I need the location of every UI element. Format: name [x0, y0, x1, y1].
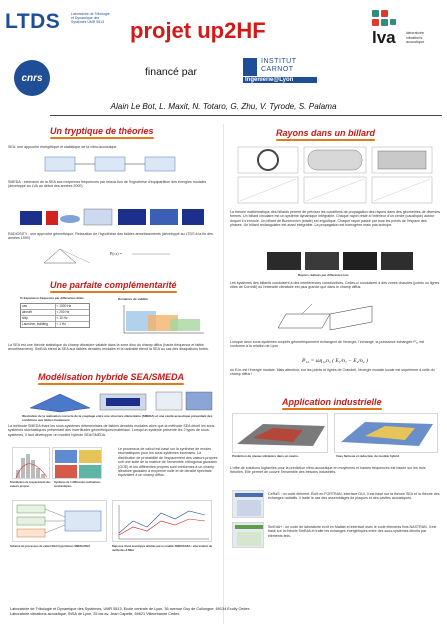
- complementarity-table: [20, 297, 90, 339]
- section-title-industrielle: Application industrielle: [282, 397, 382, 407]
- ltds-name: LTDS: [5, 10, 61, 33]
- ceras-screenshot: [232, 490, 264, 518]
- response-plot: [113, 501, 213, 543]
- caption-synthesis: Synthèse de 4 différentes réalisations stochastiques: [54, 481, 101, 488]
- industrial-text-1: L'offre de solutions logicielles pour la prédiction vibro-acoustique en moyennes et hautes fréquences est basée sur les trois théories. Elle permet de couvrir l'ensemble des besoins industriels.: [230, 466, 426, 475]
- hybrid-text-2: Le processus de calcul est basé sur la synthèse de modes stochastiques pour les sous-systèmes incertains. La distribution de probabilité de l'espacement des valeurs propres suit une suite de la matrice de l'ensemble orthogonal gaussien (GOE) et les différentes propres sont conformes à un champ aléatoire gaussien à moyenne nulle et de densité spectrale équivalent à un champ diffus.: [118, 447, 218, 478]
- process-diagram: [12, 500, 107, 542]
- response-chart: [112, 500, 212, 542]
- caption-hybrid-model: Vues fâcheux et réduction du modèle hybrid: [336, 454, 400, 458]
- table-body: [20, 303, 90, 328]
- table-cell: Launcher, building: [22, 321, 48, 326]
- lva-name: lva: [372, 28, 396, 47]
- eigenvalue-spacing-chart: [12, 447, 50, 479]
- validity-title: Domaines de validité: [118, 297, 148, 301]
- sea-blocks-figure: [30, 153, 190, 177]
- radiosity-figure: [40, 245, 190, 267]
- table-row: [21, 304, 89, 309]
- smeda-figures: [18, 203, 208, 231]
- table-cell: < 1000 Hz: [55, 304, 90, 309]
- authors: Alain Le Bot, L. Maxit, N. Totaro, G. Zhu, V. Tyrode, S. Palama: [110, 102, 337, 111]
- complementarity-text: La SEA est une théorie statistique du champ vibratoire valable dans la zone diso du champ diffus (haute fréquence et faible amortissement). SmEdA étend la SEA aux faibles densités modales et la radiosité étend la SEA au cas des dissipations fortes.: [8, 343, 209, 352]
- table-title: Tr Expansion fréquence par différentes Etats: [20, 296, 84, 300]
- billiard-figures: [236, 145, 436, 205]
- hybrid-model-figure: [334, 413, 438, 453]
- caption-eigenvalue: Distribution de l'espacement des valeurs propres: [10, 481, 51, 488]
- billiard-rays-figure: [265, 250, 415, 272]
- carnot-line1: INSTITUT: [261, 58, 297, 65]
- caption-response: Réponse d'une enveloppe arbitrée par le modèle SMEDA/SEA : intervention de méthodes & MEA: [112, 545, 213, 552]
- hybrid-structure-figure: [20, 388, 215, 414]
- ship-model-figure: [232, 413, 328, 453]
- table-row: [21, 309, 89, 315]
- cnrs-logo: [14, 60, 50, 96]
- table-cell: ship: [22, 315, 28, 320]
- caption-ship: Prédiction du niveau vibratoire dans un navire.: [232, 454, 299, 458]
- ship-mesh: [233, 414, 329, 454]
- carnot-line3: Ingénierie@Lyon: [243, 77, 317, 83]
- industrial-text-2: CeRaS : un code élément. Écrit en FORTRAN, interface GUI. Il est basé sur la théorie SEA et la théorie des échanges radiatifs. Il traite le cas des assemblages de plaques et des cavités acoustiques.: [268, 492, 440, 501]
- industrial-text-3: SmEdA+ : un code de laboratoire écrit en Matlab et interfacé avec le code éléments finis NASTRAN. Il est basé sur la théorie SmEdA et traite les échanges énergétiques entre des sous-systèmes décrits par éléments finis.: [268, 525, 437, 538]
- cnrs-text: cnrs: [21, 72, 43, 84]
- footer: [10, 607, 440, 617]
- billiard-ray-plots: [236, 145, 436, 205]
- billiard-text-1: La théorie mathématique des billards permet de préciser les conditions de propagation des rayons dans des géométries de diverses formes. Un billard circulaire est un système dynamique intégrable. Chaque rayon reste à l'intérieur d'un cercle (caustique) autour duquel il s'enroule. Un billard de Bunimovich (stade) est ergodique. Chaque rayon passe par tous les points de l'espace des phases. Un billard rectangulaire est aussi intégrable. La propagation est homogène mais pas isotrope.: [230, 210, 440, 228]
- table-cell: cas: [22, 303, 27, 308]
- table-cell: < 10 Hz: [55, 316, 90, 321]
- process-flow: [13, 501, 108, 543]
- coupled-plates-figure: [272, 300, 392, 336]
- section-title-complementarite: Une parfaite complémentarité: [50, 280, 177, 290]
- section-title-tryptique: Un tryptique de théories: [50, 126, 154, 136]
- smeda-text: SMEDA : extension de la SEA aux moyennes fréquences par relaxa-tion de l'hypothèse d'équipartition des énergies modales (développé au LVA au début des années 2000): [8, 180, 207, 189]
- table-row: [21, 321, 89, 327]
- sea-text: SEA: une approche énergétique et statistique de la vibro-acoustique: [8, 145, 117, 149]
- coupling-diagram: [272, 300, 392, 336]
- ray-maps: [265, 250, 415, 272]
- smeda-gui: [233, 523, 265, 549]
- carnot-logo: [243, 56, 317, 86]
- table-cell: < 200 Hz: [55, 310, 90, 315]
- hybrid-caption: Illustration de la réalisation correcte de la couplage entre une structure élémentaire (SMEDA) et une cavité acoustique présentant des conditions aux limites hautement: [22, 414, 213, 422]
- poster-title: projet up2HF: [130, 18, 266, 43]
- lva-subtitle: laboratoire vibrations acoustique: [406, 31, 425, 44]
- footer-line-1: Laboratoire de Tribologie et Dynamique des Systèmes, UMR 5513, Ecole centrale de Lyon, 36 avenue Guy de Collongue, 69134 Ecully Cedex.: [10, 607, 251, 611]
- footer-line-2: Laboratoire vibrations acoustique, INSA de Lyon, 25 bis av. Jean Capelle, 69621 Villeurbanne Cedex.: [10, 611, 181, 616]
- sea-schematic: [30, 153, 190, 177]
- svg-text:P(r,s) =: P(r,s) =: [110, 251, 122, 256]
- table-cell: < 1 Hz: [55, 322, 90, 327]
- validity-chart: [118, 301, 208, 337]
- svg-text:P₁₂ = ωη₁₂n₁ ( E₁/n₁ − E₂/n₂ ): P₁₂ = ωη₁₂n₁ ( E₁/n₁ − E₂/n₂ ): [302, 358, 368, 364]
- stochastic-synthesis-figure: [52, 447, 102, 479]
- section-title-hybride: Modélisation hybride SEA/SMEDA: [38, 372, 184, 382]
- validity-domains: [118, 297, 208, 339]
- financed-by: financé par: [145, 66, 197, 78]
- smeda-screenshot: [232, 522, 264, 548]
- synthesis-maps: [53, 448, 103, 480]
- hybrid-figures: [20, 388, 215, 414]
- billiard-text-4: où Eᵢ/nᵢ est l'énergie modale. Mais attention, sur les points et lignes de Crandell, l'énergie modale locale est supérieure à celle du champ diffus !: [230, 368, 435, 377]
- smeda-plates-figure: [18, 203, 208, 231]
- carnot-mark-icon: [243, 58, 257, 76]
- lyon-formula: [300, 352, 420, 366]
- authors-rule: [50, 115, 442, 116]
- hybrid-mesh: [335, 414, 439, 454]
- section-title-billard: Rayons dans un billard: [276, 128, 375, 138]
- carnot-line2: CARNOT: [261, 66, 294, 73]
- ceras-gui: [233, 491, 265, 519]
- billiard-text-2: Les systèmes des billards conduisent à des interférences constructives. Celles-ci conduisent à des zones chaudes (points ou lignes rôles de Cornhill) où l'intensité vibratoire est plus grande que dans le champ diffus.: [230, 281, 440, 290]
- hybrid-text-1: La méthode SMEDA étant les sous-systèmes déterministes de faibles densités modales alors que la méthode SEA décrit les sous-systèmes stochastiques présentant des incertitudes géométriques/matériaux. Lorsqu'un système présente les 2 types de sous-systèmes, il faut développer un modèle hybride SEA/SMEDA.: [8, 424, 216, 437]
- billiard-text-3: Lorsque deux sous-systèmes couplés géométriquement échangent de l'énergie, l'échange, la puissance échangée P₁₂ est conforme à la relation de Lyon: [230, 340, 425, 349]
- radiosity-text: RADIOSITY : une approche géométrique. Relaxation de l'hypothèse des faibles amortissements (développé au LTDS à la fin des années 1990): [8, 232, 213, 241]
- column-divider: [223, 124, 224, 624]
- lva-logo: [370, 8, 440, 48]
- table-row: [21, 315, 89, 321]
- lyon-equation: [300, 352, 420, 366]
- radiosity-diagram: [40, 245, 190, 267]
- caption-rays: Rayons réalisés par différentes lois: [298, 273, 349, 277]
- table-cell: aircraft: [22, 309, 32, 314]
- ltds-logo: [5, 10, 110, 42]
- histogram: [13, 448, 51, 480]
- ltds-subtitle: Laboratoire de Tribologie et Dynamique des Systèmes UMR 5513: [71, 12, 110, 25]
- caption-process: Schéma du processus de calcul SEA/ hypothèses SMEDA/SEA: [10, 545, 91, 548]
